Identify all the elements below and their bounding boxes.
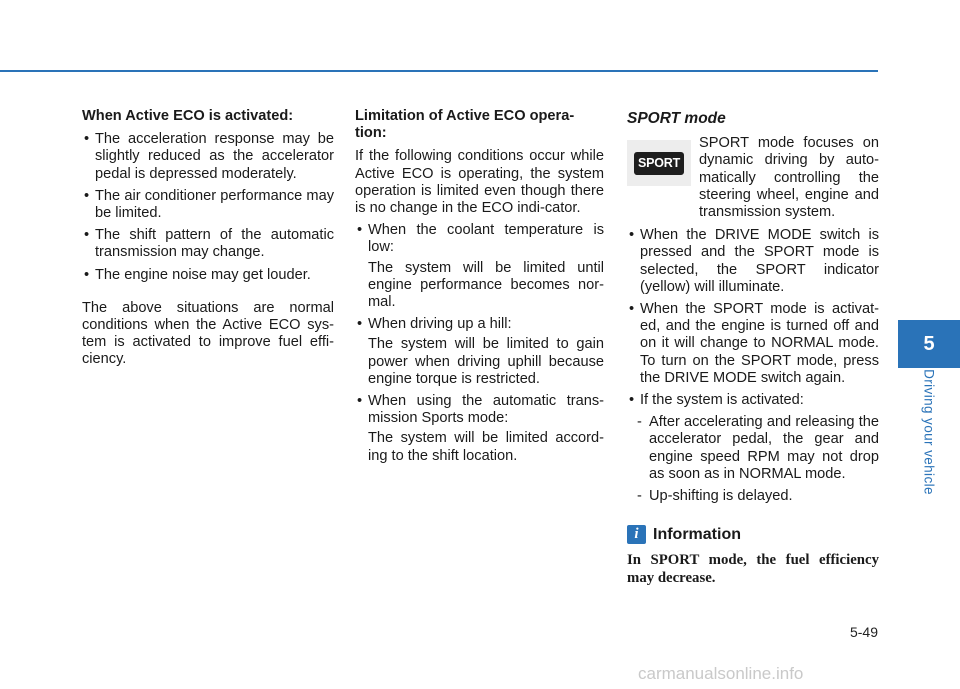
column-eco-limitation (355, 108, 604, 470)
section-heading: When Active ECO is activated: (82, 108, 294, 124)
bullet-list (82, 131, 334, 284)
list-item-text: When the coolant temperature is low: (368, 222, 604, 256)
header-rule (0, 70, 878, 72)
watermark: carmanualsonline.info (638, 664, 804, 683)
list-item-text: When using the automatic trans-mission Sports mode: (368, 393, 604, 427)
list-item (627, 392, 879, 409)
sport-badge: SPORT (634, 152, 684, 175)
dash-item-text: Up-shifting is delayed. (649, 488, 793, 505)
paragraph: If the following conditions occur while Active ECO is operating, the system operation is limited even though there is no change in the ECO indi-cator. (355, 148, 604, 217)
list-item: • When the DRIVE MODE switch is pressed and the SPORT mode is selected, the SPORT indicator (yellow) will illuminate. (627, 227, 879, 296)
page-number: 5-49 (849, 624, 878, 640)
dash-item-text: After accelerating and releasing the accelerator pedal, the gear and engine speed RPM may not drop as soon as in NORMAL mode. (649, 414, 879, 482)
list-item: • The air conditioner performance may be limited. (82, 188, 334, 222)
column-sport-mode (627, 110, 879, 587)
info-text: In SPORT mode, the fuel efficiency may decrease. (627, 552, 879, 586)
list-item (355, 222, 604, 311)
info-title: Information (653, 526, 741, 544)
chapter-label-text: Driving your vehicle (921, 369, 937, 495)
dash-item: - After accelerating and releasing the accelerator pedal, the gear and engine speed RPM may not drop as soon as in NORMAL mode. (637, 414, 879, 482)
bullet-list (627, 227, 879, 409)
list-item: • When the SPORT mode is activat-ed, and the engine is turned off and on it will change to NORMAL mode. To turn on the SPORT mode, press the DRIVE MODE switch again. (627, 301, 879, 387)
list-item (355, 316, 604, 388)
list-item: • The engine noise may get louder. (82, 267, 334, 284)
bullet-list (355, 222, 604, 465)
list-item: • The acceleration response may be slightly reduced as the accelerator pedal is depressed moderately. (82, 131, 334, 183)
list-item-detail: The system will be limited accord-ing to the shift location. (368, 430, 604, 464)
list-item-text: When driving up a hill: (368, 316, 512, 333)
sport-indicator-icon (627, 140, 691, 186)
chapter-tab: 5 (898, 320, 960, 368)
info-header (627, 525, 879, 544)
paragraph: The above situations are normal conditions when the Active ECO sys-tem is activated to improve fuel effi-ciency. (82, 299, 334, 368)
list-item (355, 393, 604, 465)
dash-item: - Up-shifting is delayed. (637, 488, 793, 505)
list-item-detail: The system will be limited to gain power when driving uphill because engine torque is restricted. (368, 336, 604, 387)
sport-intro (627, 135, 879, 221)
list-item: • The shift pattern of the automatic transmission may change. (82, 227, 334, 261)
section-heading: Limitation of Active ECO opera-tion: (355, 108, 575, 142)
list-item-text: If the system is activated: (640, 392, 804, 409)
section-title: SPORT mode (627, 110, 726, 127)
paragraph: SPORT mode focuses on dynamic driving by auto-matically controlling the steering wheel, engine and transmission system. (699, 135, 879, 221)
list-item-detail: The system will be limited until engine performance becomes nor-mal. (368, 259, 604, 311)
info-icon: i (627, 525, 646, 544)
column-active-eco (82, 108, 334, 374)
